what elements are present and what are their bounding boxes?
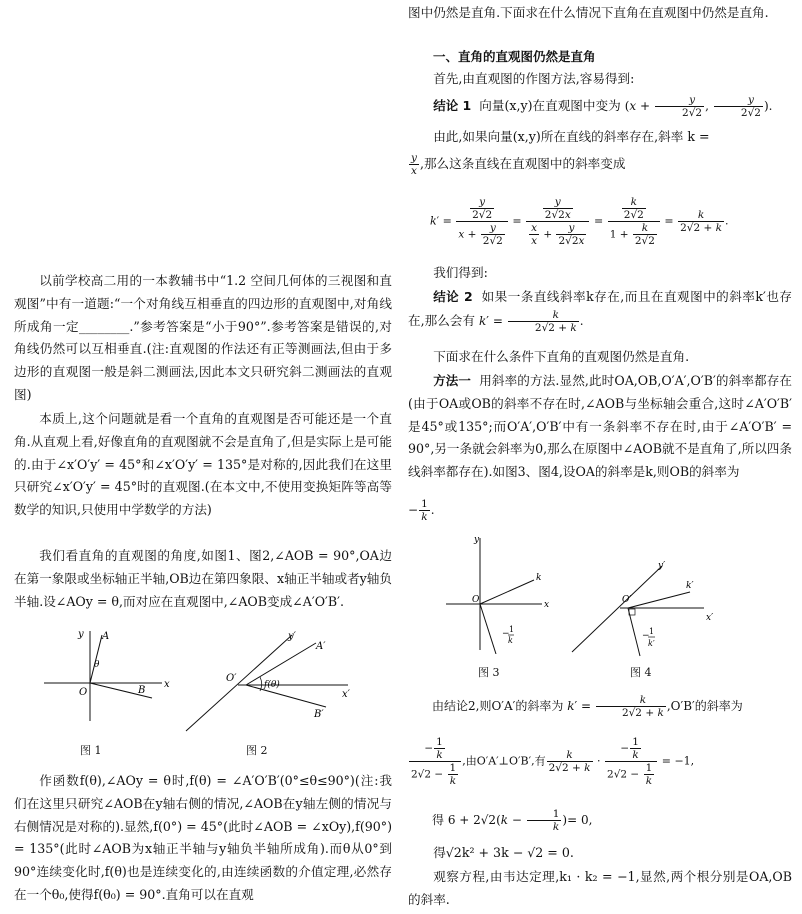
slopes-text-a: 由结论2,则O′A′的斜率为 <box>432 699 564 713</box>
figure-4 <box>568 558 728 658</box>
fig2-label-op: O′ <box>226 673 237 684</box>
fraction-neg-one-over-k: − $\frac{1}{k}$ . <box>408 498 435 523</box>
paragraph-equation-1: 得 6 + 2√2(k − $\frac{1}{k}$ )= 0, <box>432 808 593 833</box>
paragraph-first: 首先,由直观图的作图方法,容易得到: <box>433 71 635 86</box>
conclusion-1-formula: (x + $\frac{y}{2√2}$ , $\frac{y}{2√2}$ ). <box>624 94 773 119</box>
fig4-label-neg: − <box>642 631 650 641</box>
figure-1-caption: 图 1 <box>80 744 102 757</box>
formula-k-prime: k′ = $\frac{y}{2√2}$ x + $\frac{y}{2√2}$ = $\frac{y}{2√2x}$ $\frac{x}{x}$ + $\frac{y}{2√2x}$ = $\frac{k}{2√2}$ 1 + $\frac{k}{2√2}$ = $\frac{k}{2√2 + k}$ . <box>430 196 729 247</box>
fig3-label-one: 1 <box>509 625 515 634</box>
paragraph-we-get: 我们得到: <box>433 265 488 280</box>
fraction-y-over-x: $\frac{y}{x}$ <box>411 152 417 177</box>
fig3-label-x: x <box>544 600 550 610</box>
paragraph-continue: 图中仍然是直角.下面求在什么情况下直角在直观图中仍然是直角. <box>408 5 769 20</box>
conclusion-2 <box>408 286 792 334</box>
fig2-label-ftheta: f(θ) <box>264 680 280 690</box>
figure-2-caption: 图 2 <box>246 744 268 757</box>
method-1 <box>408 370 792 484</box>
fig1-label-y: y <box>78 629 84 640</box>
eq1-text-b: = 0, <box>567 813 593 827</box>
conclusion-2-formula: k′ = $\frac{k}{2√2 + k}$ . <box>479 308 584 334</box>
fig4-label-kp: k′ <box>686 581 694 591</box>
paragraph-slopes: 由结论2,则O′A′的斜率为 k′ = $\frac{k}{2√2 + k}$ ,O′B′的斜率为 <box>432 694 743 719</box>
paragraph-condition: 下面求在什么条件下直角的直观图仍然是直角. <box>433 349 690 364</box>
fig2-label-xp: x′ <box>342 689 350 700</box>
fig4-label-yp: y′ <box>658 561 666 571</box>
fig3-label-y: y <box>474 535 480 545</box>
fig3-label-o: O <box>472 595 480 605</box>
conclusion-2-label: 结论 2 <box>433 289 473 304</box>
conclusion-1 <box>408 94 792 119</box>
figure-3 <box>442 532 562 654</box>
method-1-label: 方法一 <box>433 373 471 388</box>
paragraph-vieta: 观察方程,由韦达定理,k₁ · k₂ = −1,显然,两个根分别是OA,OB的斜率. <box>408 869 792 907</box>
method-1-text: 用斜率的方法.显然,此时OA,OB,O′A′,O′B′的斜率都存在(由于OA或OB的斜率不存在时,∠AOB与坐标轴会重合,这时∠A′O′B′是45°或135°;而O′A′,O′B′中有一条斜率不存在时,由于∠A′O′B′ = 90°,另一条就会斜率为0,那么在原图中∠AOB就不是直角了,所以四条线斜率都存在).如图3、图4,设OA的斜率是k,则OB的斜率为 <box>408 373 792 480</box>
perp-text-b: = −1, <box>661 754 695 768</box>
paragraph-slope-cont <box>408 152 792 177</box>
eq1-text-a: 得 6 + 2√2 <box>432 813 497 827</box>
fig1-label-a: A <box>102 631 110 642</box>
fig1-label-b: B <box>138 685 146 696</box>
fig4-label-one: 1 <box>649 627 655 636</box>
fig2-label-ap: A′ <box>316 641 326 652</box>
paragraph-angle-view: 我们看直角的直观图的角度,如图1、图2,∠AOB = 90°,OA边在第一象限或坐标轴正半轴,OB边在第四象限、x轴正半轴或者y轴负半轴.设∠AOy = θ,而对应在直观图中,∠AOB变成∠A′O′B′. <box>14 548 392 609</box>
fig3-label-neg: − <box>502 629 510 639</box>
fig1-label-x: x <box>164 679 170 690</box>
fig4-label-kp-denom: k′ <box>648 639 655 648</box>
fig2-label-bp: B′ <box>314 709 324 720</box>
perp-text-a: ,由O′A′⊥O′B′,有 <box>462 754 546 768</box>
fig3-label-k: k <box>536 573 542 583</box>
conclusion-1-text: 向量(x,y)在直观图中变为 <box>479 98 621 113</box>
formula-perpendicular: − $\frac{1}{k}$ 2√2 − $\frac{1}{k}$ ,由O′A′⊥O′B′,有 $\frac{k}{2√2 + k}$ · − $\frac{1}{k}$ 2√2 − $\frac{1}{k}$ = −1, <box>411 736 695 787</box>
fig4-label-xp: x′ <box>706 613 714 623</box>
paragraph-function: 作函数f(θ),∠AOy = θ时,f(θ) = ∠A′O′B′(0°≤θ≤90°)(注:我们在这里只研究∠AOB在y轴右侧的情况,∠AOB在y轴左侧的情况与右侧情况是对称的).显然,f(0°) = 45°(此时∠AOB = ∠xOy),f(90°) = 135°(此时∠AOB为x轴正半轴与y轴负半轴所成角).而θ从0°到90°连续变化时,f(θ)也是连续变化的,由连续函数的介值定理,必然存在一个θ₀,使得f(θ₀) = 90°.直角可以在直观 <box>14 773 392 902</box>
paragraph-slope-cont-text: ,那么这条直线在直观图中的斜率变成 <box>419 156 626 171</box>
figure-4-caption: 图 4 <box>630 666 652 679</box>
slopes-text-b: ,O′B′的斜率为 <box>666 699 743 713</box>
paragraph-intro: 以前学校高二用的一本教辅书中“1.2 空间几何体的三视图和直观图”中有一道题:“一个对角线互相垂直的四边形的直观图中,对角线所成角一定________.”参考答案是“小于90°”.参考答案是错误的,对角线仍然可以互相垂直.(注:直观图的作法还有正等测画法,但由于多边形的直观图一般是斜二测画法,因此本文只研究斜二测画法的直观图) <box>14 273 392 402</box>
paragraph-equation-2: 得√2k² + 3k − √2 = 0. <box>433 845 574 860</box>
fig1-label-theta: θ <box>94 660 100 670</box>
paragraph-slope: 由此,如果向量(x,y)所在直线的斜率存在,斜率 k = <box>433 129 710 144</box>
conclusion-1-label: 结论 1 <box>433 98 472 113</box>
fig1-label-o: O <box>79 687 88 698</box>
figure-1 <box>40 625 170 725</box>
fig4-label-op: O′ <box>622 595 632 605</box>
section-heading: 一、直角的直观图仍然是直角 <box>433 49 596 64</box>
figure-2 <box>176 625 366 735</box>
fig2-label-yp: y′ <box>288 631 296 642</box>
conclusion-2-text: 如果一条直线斜率k存在,而且在直观图中的斜率k′也存在,那么会有 <box>408 289 792 328</box>
figure-3-caption: 图 3 <box>478 666 500 679</box>
paragraph-essence: 本质上,这个问题就是看一个直角的直观图是否可能还是一个直角.从直观上看,好像直角的直观图就不会是直角了,但是实际上是可能的.由于∠x′O′y′ = 45°和∠x′O′y′ = 135°是对称的,因此我们在这里只研究∠x′O′y′ = 45°时的直观图.(在本文中,不使用变换矩阵等高等数学的知识,只使用中学数学的方法) <box>14 411 392 518</box>
fig3-label-k-denom: k <box>508 636 513 645</box>
